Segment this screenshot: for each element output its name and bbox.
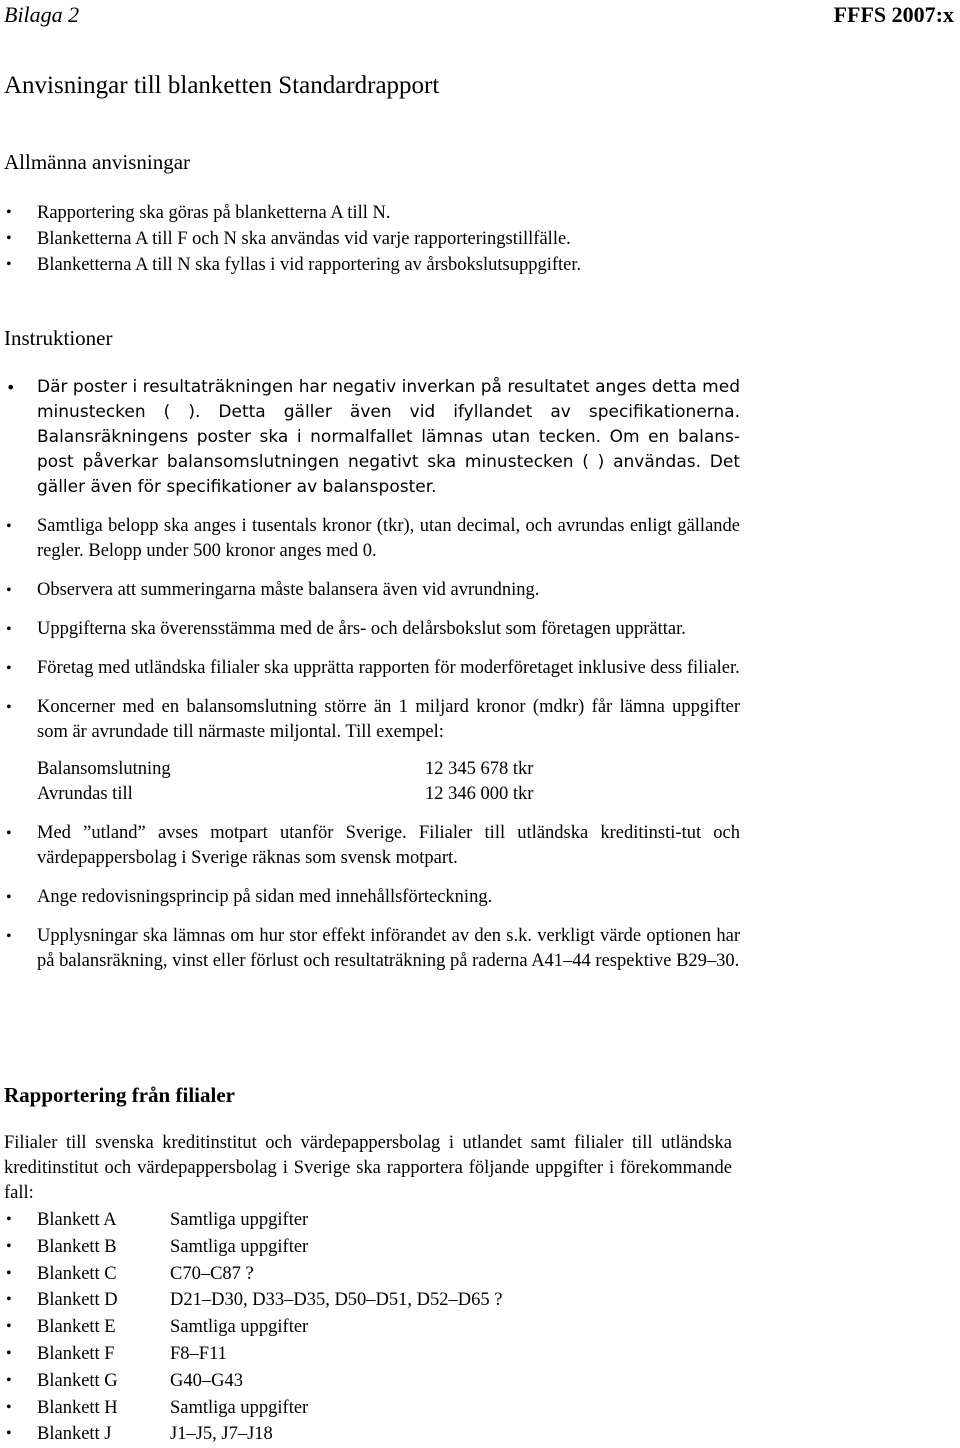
form-name: Blankett C — [37, 1263, 117, 1284]
regulation-code: FFFS 2007:x — [833, 2, 954, 27]
appendix-label: Bilaga 2 — [4, 2, 80, 27]
form-name: Blankett A — [37, 1210, 117, 1230]
branches-intro: Filialer till svenska kreditinstitut och värdepappersbolag i utlandet samt filialer till utländska kreditinstitut och värdepappersbolag i Sverige ska rapportera följande uppgifter i förekommande fall: — [4, 1133, 732, 1203]
form-name: Blankett G — [37, 1370, 118, 1391]
form-name: Blankett D — [37, 1290, 118, 1311]
form-name: Blankett J — [37, 1424, 112, 1445]
form-name: Blankett F — [37, 1343, 115, 1364]
form-detail: D21–D30, D33–D35, D50–D51, D52–D65 ? — [170, 1290, 503, 1311]
list-item — [0, 695, 740, 807]
form-detail: Samtliga uppgifter — [170, 1210, 309, 1230]
list-item — [0, 1314, 740, 1341]
list-item — [0, 1395, 740, 1422]
example-label: Balansomslutning — [37, 759, 171, 779]
branch-forms-list — [0, 1207, 740, 1448]
section-heading-instructions: Instruktioner — [4, 326, 113, 350]
list-item: • Med ”utland” avses motpart utanför Sverige. Filialer till utländska kreditinsti-tut och värdepappersbolag i Sverige räknas som svensk motpart. — [0, 821, 740, 871]
list-item — [0, 1234, 740, 1261]
list-item: • Ange redovisningsprincip på sidan med innehållsförteckning. — [0, 885, 740, 910]
list-item — [0, 1341, 740, 1368]
form-detail: F8–F11 — [170, 1343, 227, 1364]
list-item: • Företag med utländska filialer ska upprätta rapporten för moderföretaget inklusive dess filialer. — [0, 656, 740, 681]
example-row — [37, 757, 740, 782]
list-item — [0, 1287, 740, 1314]
form-detail: C70–C87 ? — [170, 1263, 254, 1284]
form-name: Blankett E — [37, 1317, 116, 1338]
form-name: Blankett H — [37, 1397, 118, 1418]
instructions-list — [0, 375, 740, 974]
rounding-example — [37, 757, 740, 807]
form-detail: G40–G43 — [170, 1370, 243, 1391]
list-item — [0, 1207, 740, 1234]
section-heading-general: Allmänna anvisningar — [4, 150, 191, 174]
list-item: • Blanketterna A till N ska fyllas i vid rapportering av årsbokslutsuppgifter. — [0, 252, 740, 278]
list-item: • Samtliga belopp ska anges i tusentals kronor (tkr), utan decimal, och avrundas enligt gällande regler. Belopp under 500 kronor anges med 0. — [0, 514, 740, 564]
section-heading-branches: Rapportering från filialer — [4, 1083, 235, 1107]
list-item — [0, 1261, 740, 1288]
list-item — [0, 1368, 740, 1395]
example-row — [37, 782, 740, 807]
list-item: • Upplysningar ska lämnas om hur stor effekt införandet av den s.k. verkligt värde optionen har på balansräkning, vinst eller förlust och resultaträkning på raderna A41–44 respektive B29–30. — [0, 924, 740, 974]
list-item: • Observera att summeringarna måste balansera även vid avrundning. — [0, 578, 740, 603]
list-item-text: Koncerner med en balansomslutning större än 1 miljard kronor (mdkr) får lämna uppgifter som är avrundade till närmaste miljontal. Till exempel: — [37, 697, 740, 742]
form-name: Blankett B — [37, 1236, 117, 1257]
form-detail: Samtliga uppgifter — [170, 1317, 309, 1338]
form-detail: Samtliga uppgifter — [170, 1236, 309, 1257]
form-detail: Samtliga uppgifter — [170, 1397, 309, 1418]
example-value: 12 346 000 tkr — [425, 784, 534, 804]
form-detail: J1–J5, J7–J18 — [170, 1424, 273, 1445]
list-item: • Där poster i resultaträkningen har negativ inverkan på resultatet anges detta med minustecken ( ). Detta gäller även vid ifyllandet av specifikationerna. Balansräkningens poster ska i normalfallet lämnas utan tecken. Om en balans-post påverkar balansomslutningen negativt ska minustecken ( ) användas. Det gäller även för specifikationer av balansposter. — [0, 375, 740, 500]
example-value: 12 345 678 tkr — [425, 759, 534, 779]
example-label: Avrundas till — [37, 784, 133, 804]
list-item: • Uppgifterna ska överensstämma med de års- och delårsbokslut som företagen upprättar. — [0, 617, 740, 642]
general-instructions-list — [0, 200, 740, 278]
document-title: Anvisningar till blanketten Standardrapport — [4, 72, 440, 99]
list-item: • Blanketterna A till F och N ska användas vid varje rapporteringstillfälle. — [0, 226, 740, 252]
list-item — [0, 1421, 740, 1448]
list-item: • Rapportering ska göras på blanketterna A till N. — [0, 200, 740, 226]
